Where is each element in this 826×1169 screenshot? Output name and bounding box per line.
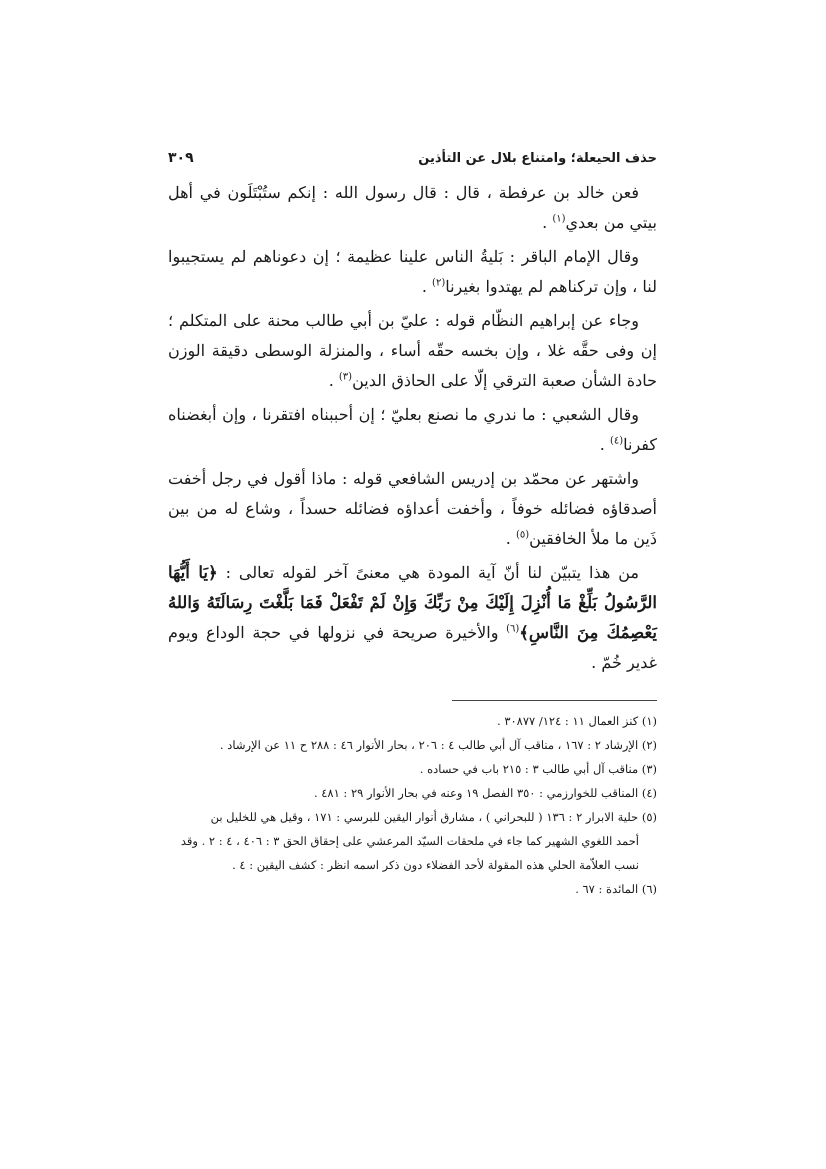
paragraph-5 bbox=[168, 464, 657, 554]
footnote-divider bbox=[452, 700, 657, 701]
footnote-ref[interactable]: (٢) bbox=[432, 277, 446, 289]
running-title: حذف الحيعلة؛ وامتناع بلال عن التأذين bbox=[418, 151, 657, 166]
footnote-6: (٦) المائدة : ٦٧ . bbox=[575, 882, 657, 896]
footnote-ref[interactable]: (٥) bbox=[515, 529, 530, 541]
footnote-4: (٤) المناقب للخوارزمي : ٣٥٠ الفصل ١٩ وعنه في بحار الأنوار ٢٩ : ٤٨١ . bbox=[313, 786, 657, 800]
paragraph-text: وقال الشعبي : ما ندري ما نصنع بعليّ ؛ إن أحببناه افتقرنا ، وإن أبغضناه كفرنا bbox=[168, 405, 657, 454]
paragraph-2 bbox=[168, 242, 657, 302]
footnote-2: (٢) الإرشاد ٢ : ١٦٧ ، مناقب آل أبي طالب ٤ : ٢٠٦ ، بحار الأنوار ٤٦ : ٢٨٨ ح ١١ عن الإرشاد . bbox=[219, 738, 657, 752]
paragraph-text: فعن خالد بن عرفطة ، قال : قال رسول الله : إنكم ستُبْتَلَون في أهل بيتي من بعدي bbox=[168, 183, 657, 232]
paragraph-end: . bbox=[505, 529, 516, 548]
footnote-ref[interactable]: (٣) bbox=[338, 371, 353, 383]
paragraph-end: . bbox=[542, 213, 553, 232]
paragraph-end: . bbox=[328, 371, 339, 390]
footnote-5-continued-2: نسب العلاّمة الحلي هذه المقولة لأحد الفضلاء دون ذكر اسمه انظر : كشف اليقين : ٤ . bbox=[232, 858, 639, 872]
quran-intro: من هذا يتبيّن لنا أنّ آية المودة هي معنىً آخر لقوله تعالى : bbox=[217, 563, 639, 582]
page-header bbox=[168, 150, 657, 172]
footnote-5-continued: أحمد اللغوي الشهير كما جاء في ملحقات السيّد المرعشي على إحقاق الحق ٣ : ٤٠٦ ، ٤ : ٢ . وقد bbox=[180, 834, 639, 848]
paragraph-quran bbox=[168, 558, 657, 678]
paragraph-text: واشتهر عن محمّد بن إدريس الشافعي قوله : ماذا أقول في رجل أخفت أصدقاؤه فضائله خوفاً ، وأخفت أعداؤه فضائله حسداً ، وشاع له من بين ذَين ما ملأ الخافقين bbox=[168, 469, 657, 548]
quran-verse: ﴿يَا أَيُّهَا الرَّسُولُ بَلِّغْ مَا أُنْزِلَ إِلَيْكَ مِنْ رَبِّكَ وَإِنْ لَمْ تَفْعَلْ فَمَا بَلَّغْتَ رِسَالَتَهُ وَاللهُ يَعْصِمُكَ مِنَ النَّاسِ﴾ bbox=[168, 563, 657, 642]
paragraph-text: وقال الإمام الباقر : بَليةُ الناس علينا عظيمة ؛ إن دعوناهم لم يستجيبوا لنا ، وإن تركناهم لم يهتدوا بغيرنا bbox=[168, 247, 657, 296]
footnotes bbox=[168, 709, 657, 901]
footnote-ref[interactable]: (٤) bbox=[609, 435, 624, 447]
paragraph-1 bbox=[168, 178, 657, 238]
paragraph-3 bbox=[168, 306, 657, 396]
paragraph-4 bbox=[168, 400, 657, 460]
quran-outro: والأخيرة صريحة في نزولها في حجة الوداع ويوم غدير خُمّ . bbox=[168, 623, 657, 672]
footnote-ref[interactable]: (٦) bbox=[506, 623, 520, 635]
footnote-5: (٥) حلية الابرار ٢ : ١٣٦ ( للبحراني ) ، مشارق أنوار اليقين للبرسي : ١٧١ ، وقيل هي للخليل بن bbox=[210, 810, 657, 824]
page-number: ٣٠٩ bbox=[168, 150, 194, 166]
book-page bbox=[168, 150, 657, 901]
paragraph-end: . bbox=[599, 435, 610, 454]
footnote-3: (٣) مناقب آل أبي طالب ٣ : ٢١٥ باب في حساده . bbox=[419, 762, 657, 776]
paragraph-text: وجاء عن إبراهيم النظّام قوله : عليّ بن أبي طالب محنة على المتكلم ؛ إن وفى حقَّه غلا ، وإن بخسه حقّه أساء ، والمنزلة الوسطى دقيقة الوزن حادة الشأن صعبة الترقي إلّا على الحاذق الدين bbox=[168, 311, 657, 390]
paragraph-end: . bbox=[421, 277, 433, 296]
footnote-ref[interactable]: (١) bbox=[552, 213, 566, 225]
footnote-1: (١) كنز العمال ١١ : ١٢٤/ ٣٠٨٧٧ . bbox=[497, 714, 657, 728]
